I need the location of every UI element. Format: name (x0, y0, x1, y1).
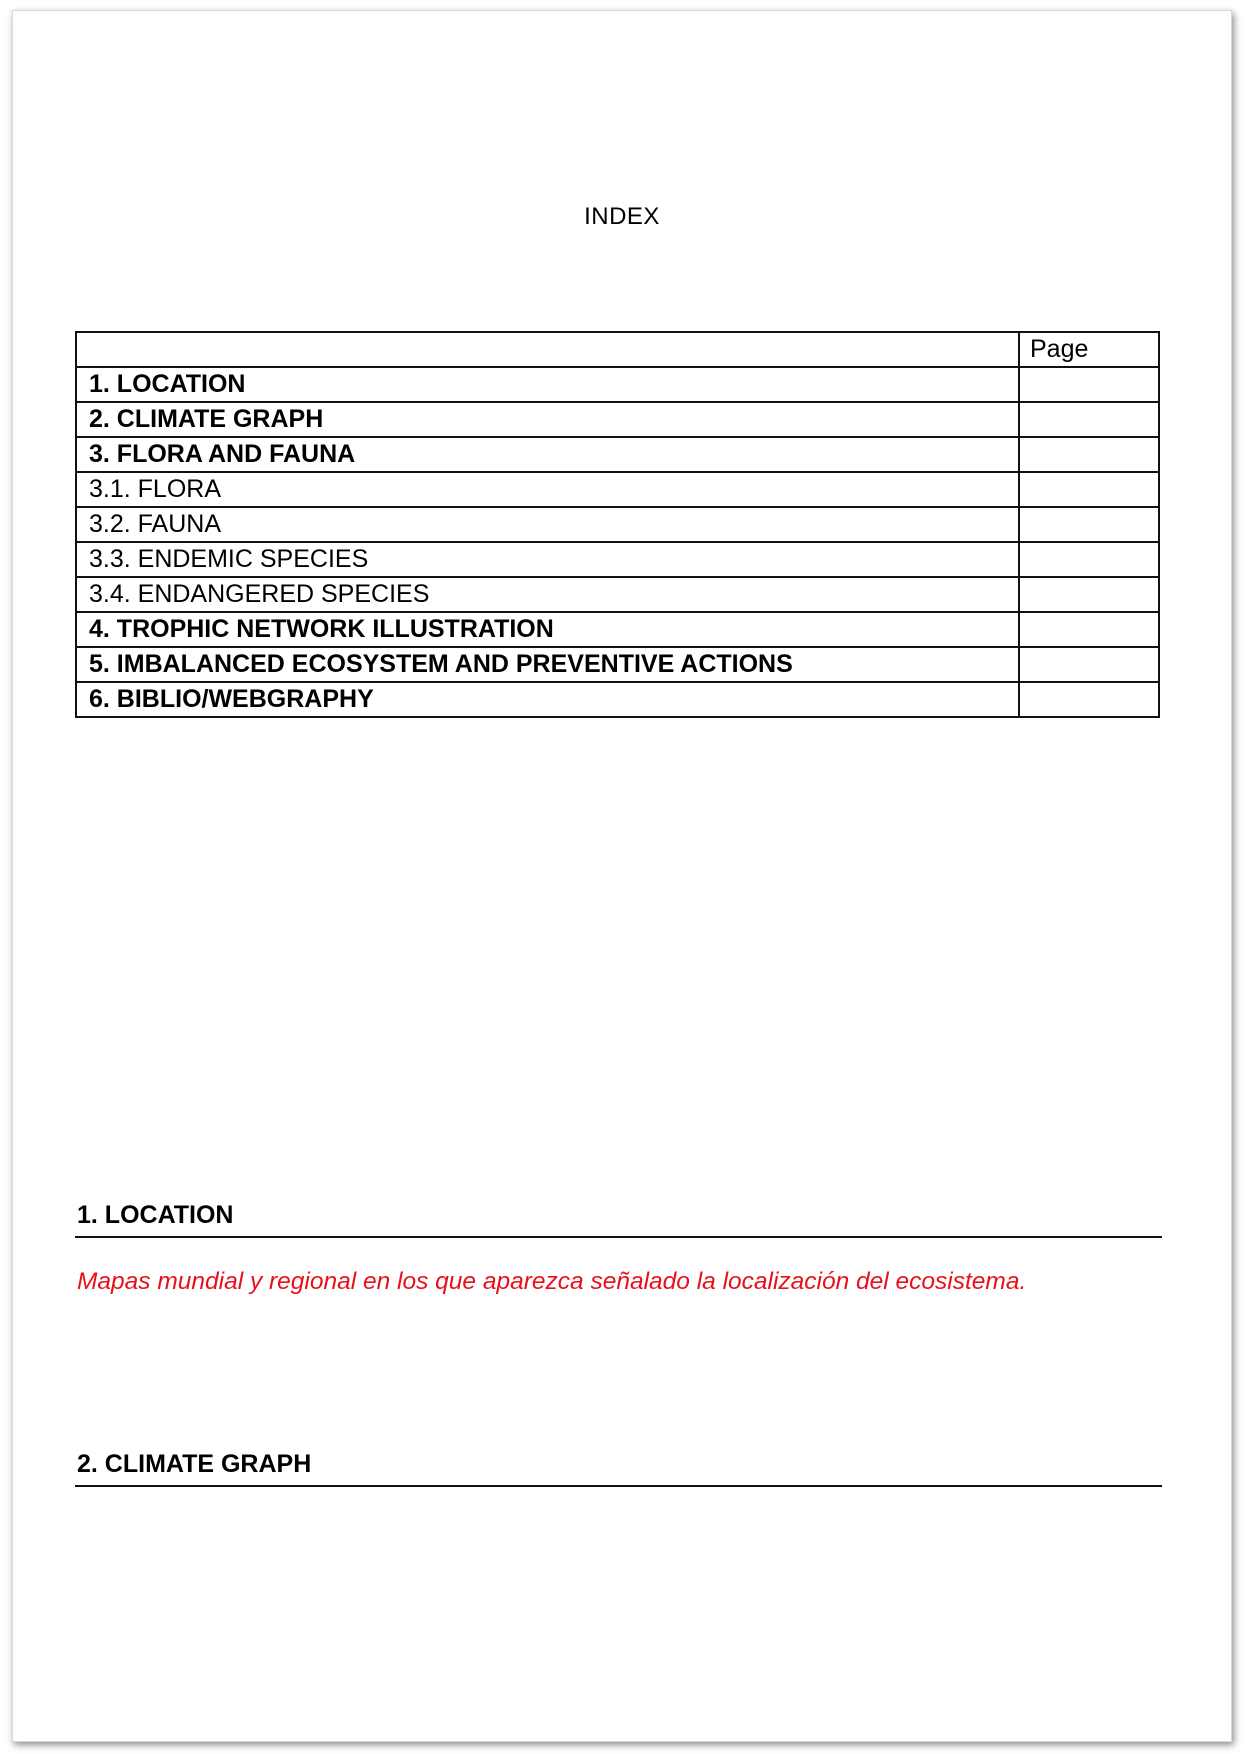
index-row-page (1019, 402, 1159, 437)
index-row-page (1019, 612, 1159, 647)
index-row (76, 682, 1159, 717)
index-row (76, 472, 1159, 507)
index-row-label: 3.3. ENDEMIC SPECIES (76, 542, 1019, 577)
index-row-page (1019, 507, 1159, 542)
index-row-label: 3.1. FLORA (76, 472, 1019, 507)
section-heading: 1. LOCATION (75, 1201, 1162, 1238)
index-row (76, 402, 1159, 437)
index-row-label: 1. LOCATION (76, 367, 1019, 402)
index-row (76, 577, 1159, 612)
index-row (76, 647, 1159, 682)
index-header-row (76, 332, 1159, 367)
index-row (76, 612, 1159, 647)
index-title: INDEX (584, 203, 660, 230)
index-row (76, 542, 1159, 577)
section-instruction-note: Mapas mundial y regional en los que aparezca señalado la localización del ecosistema. (77, 1268, 1027, 1295)
index-row (76, 507, 1159, 542)
section-location (75, 1201, 1162, 1296)
index-row-label: 3.4. ENDANGERED SPECIES (76, 577, 1019, 612)
index-row-page (1019, 367, 1159, 402)
section-heading: 2. CLIMATE GRAPH (75, 1450, 1162, 1487)
index-row-page (1019, 542, 1159, 577)
index-row-page (1019, 577, 1159, 612)
index-row-page (1019, 472, 1159, 507)
index-row-label: 5. IMBALANCED ECOSYSTEM AND PREVENTIVE ACTIONS (76, 647, 1019, 682)
index-row (76, 437, 1159, 472)
index-row-label: 3.2. FAUNA (76, 507, 1019, 542)
index-row-page (1019, 647, 1159, 682)
index-row (76, 367, 1159, 402)
index-row-label: 4. TROPHIC NETWORK ILLUSTRATION (76, 612, 1019, 647)
section-climate-graph (75, 1450, 1162, 1487)
document-page (12, 10, 1232, 1742)
index-row-label: 6. BIBLIO/WEBGRAPHY (76, 682, 1019, 717)
index-table (75, 331, 1160, 718)
index-row-page (1019, 682, 1159, 717)
index-header-label-cell (76, 332, 1019, 367)
index-row-page (1019, 437, 1159, 472)
index-row-label: 3. FLORA AND FAUNA (76, 437, 1019, 472)
index-row-label: 2. CLIMATE GRAPH (76, 402, 1019, 437)
index-header-page-cell: Page (1019, 332, 1159, 367)
